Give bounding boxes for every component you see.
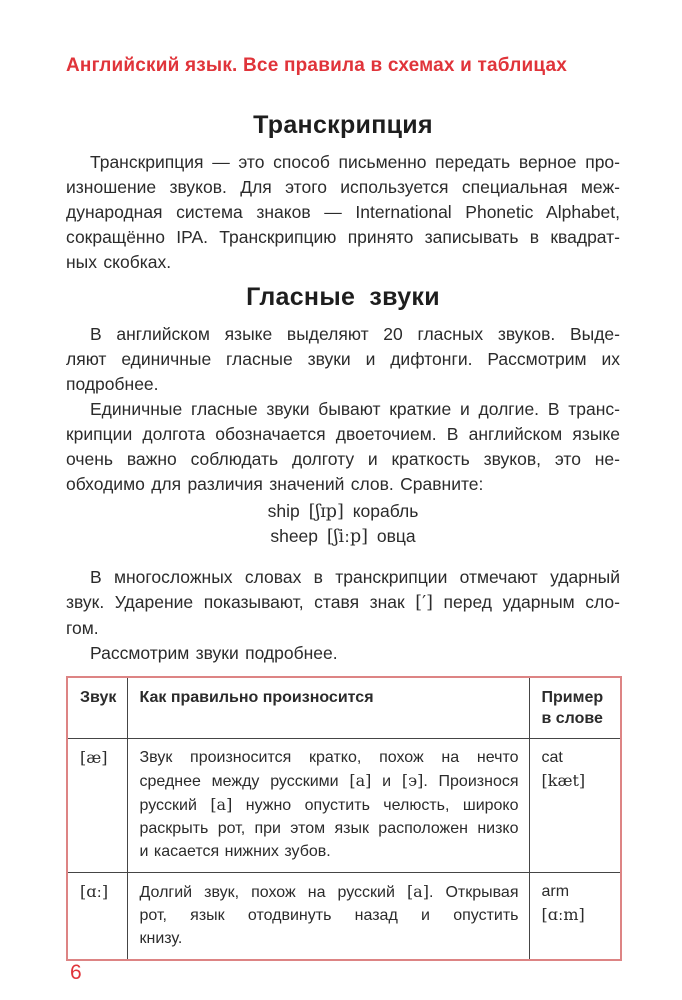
phonetic-token: [э] xyxy=(401,771,424,790)
page-number: 6 xyxy=(70,961,82,984)
paragraph-transcription xyxy=(66,150,620,275)
column-header-example xyxy=(529,677,621,739)
text-line: ных скобках. xyxy=(66,252,172,272)
paragraph-stress xyxy=(66,565,620,641)
text-line: Транскрипция — это способ письменно передать верное про- xyxy=(90,152,620,172)
text-line: среднее между русскими [а] и [э]. Произнося xyxy=(139,771,519,790)
paragraph-vowels-2 xyxy=(66,397,620,497)
pronunciation-cell xyxy=(127,739,529,873)
phonetic-token: [а] xyxy=(349,771,372,790)
text-line: В английском языке выделяют 20 гласных звуков. Выде- xyxy=(90,324,620,344)
pronunciation-cell xyxy=(127,873,529,961)
text-line: обходимо для различия значений слов. Сравните: xyxy=(66,474,484,494)
example-cell xyxy=(529,739,621,873)
phonetic-token: [ɑː] xyxy=(80,882,109,901)
column-header-sound: Звук xyxy=(67,677,127,739)
text-line: очень важно соблюдать долготу и краткость звуков, это не- xyxy=(66,449,620,469)
phonetic-token: [ɑːm] xyxy=(541,905,585,924)
text-line: изношение звуков. Для этого используется специальная меж- xyxy=(66,177,620,197)
section-title-vowels: Гласные звуки xyxy=(246,283,440,311)
phonetic-token: [а] xyxy=(210,795,233,814)
running-head: Английский язык. Все правила в схемах и таблицах xyxy=(66,55,568,76)
text-line: гом. xyxy=(66,618,99,638)
example-cell xyxy=(529,873,621,961)
text-line: подробнее. xyxy=(66,374,159,394)
phonetic-token: [а] xyxy=(406,882,429,901)
phonetic-token: [æ] xyxy=(80,748,108,767)
paragraph-lead-in xyxy=(66,641,620,666)
text-line: arm xyxy=(541,883,570,900)
text-line: Рассмотрим звуки подробнее. xyxy=(90,643,338,663)
text-line: Единичные гласные звуки бывают краткие и долгие. В транс- xyxy=(90,399,620,419)
transcription-examples xyxy=(66,499,620,549)
text-line xyxy=(542,769,611,793)
text-line: Долгий звук, похож на русский [а]. Открывая xyxy=(139,882,519,901)
section-title-transcription: Транскрипция xyxy=(253,111,433,139)
text-line: русский [а] нужно опустить челюсть, широко xyxy=(139,795,519,814)
text-line: Пример xyxy=(541,689,604,706)
text-line: В многосложных словах в транскрипции отмечают ударный xyxy=(90,567,620,587)
vowel-sounds-table xyxy=(66,676,622,961)
text-line: ship [ʃɪp] корабль xyxy=(267,501,419,522)
text-line xyxy=(542,903,611,927)
text-line: крипции долгота обозначается двоеточием. В английском языке xyxy=(66,424,620,444)
sound-cell xyxy=(67,873,127,961)
text-line: в слове xyxy=(541,710,603,727)
phonetic-token: [ʃiːp] xyxy=(326,527,368,547)
table-header-row xyxy=(67,677,621,739)
text-line: cat xyxy=(541,749,563,766)
text-line: Звук произносится кратко, похож на нечто xyxy=(139,749,519,766)
text-line: ляют единичные гласные звуки и дифтонги. Рассмотрим их xyxy=(66,349,620,369)
text-line: звук. Ударение показывают, ставя знак [′] перед ударным сло- xyxy=(66,592,620,613)
phonetic-token: [′] xyxy=(415,593,433,613)
column-header-pronunciation: Как правильно произносится xyxy=(127,677,529,739)
text-line: раскрыть рот, при этом язык расположен низко xyxy=(139,820,519,837)
text-line: рот, язык отодвинуть назад и опустить xyxy=(139,907,519,924)
text-line: и касается нижних зубов. xyxy=(139,843,331,860)
paragraph-vowels-1 xyxy=(66,322,620,397)
table-row xyxy=(67,739,621,873)
text-line: дународная система знаков — International Phonetic Alphabet, xyxy=(66,202,620,222)
text-line: сокращённо IPA. Транскрипцию принято записывать в квадрат- xyxy=(66,227,620,247)
text-line: книзу. xyxy=(139,930,183,947)
sound-cell xyxy=(67,739,127,873)
text-line: sheep [ʃiːp] овца xyxy=(270,526,416,547)
phonetic-token: [ʃɪp] xyxy=(308,502,344,522)
phonetic-token: [kæt] xyxy=(541,771,586,790)
table-row xyxy=(67,873,621,961)
